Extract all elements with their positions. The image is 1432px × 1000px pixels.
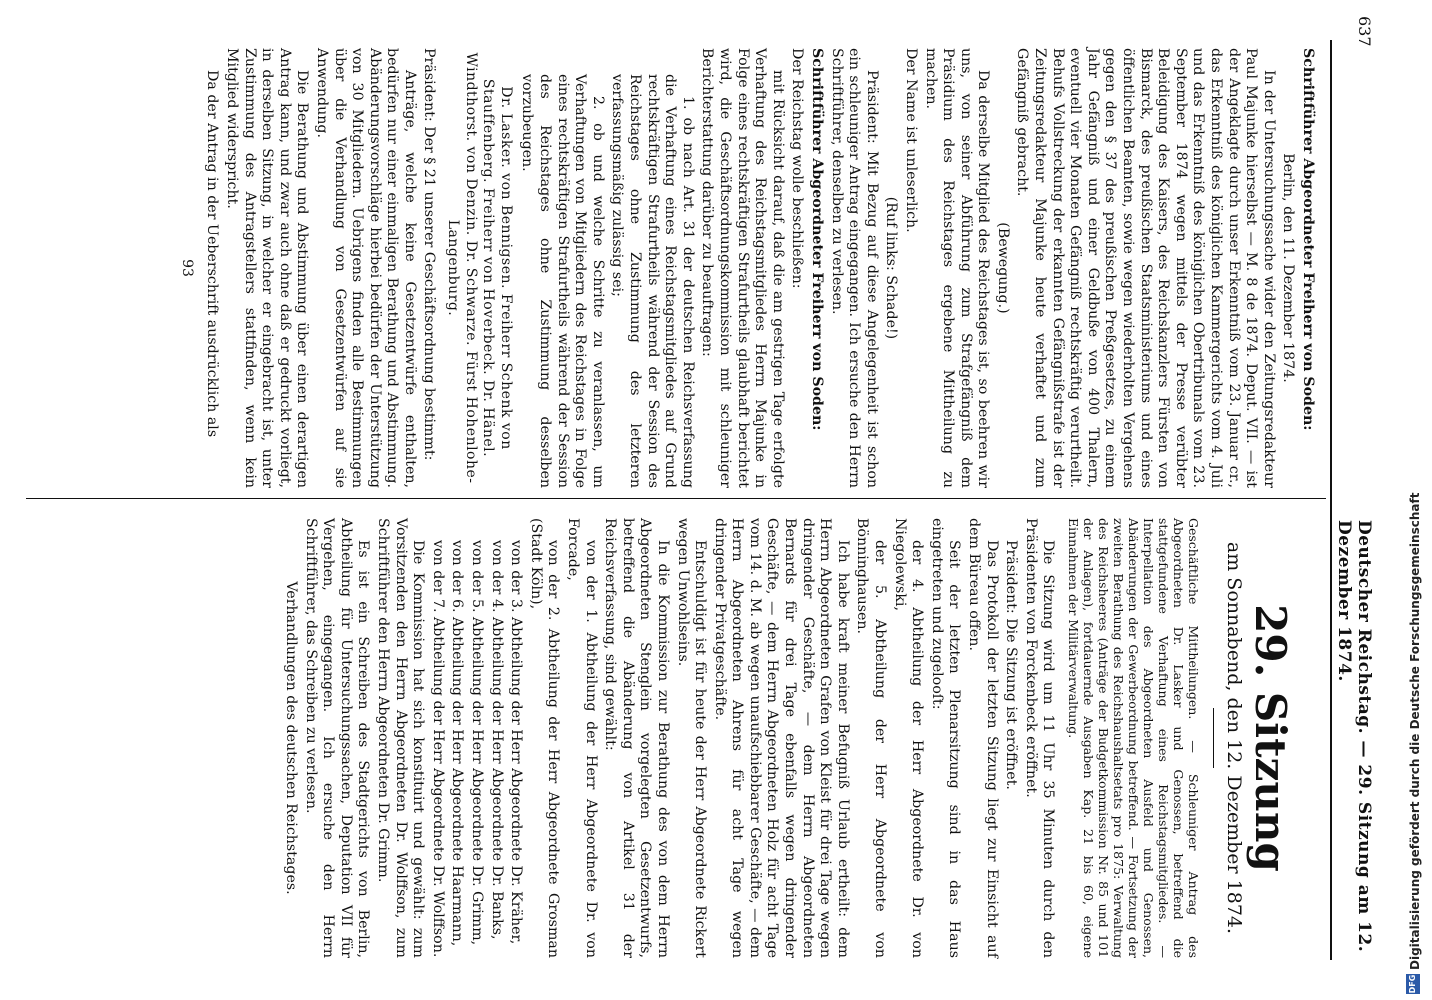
leave-granted: Ich habe kraft meiner Befugniß Urlaub ertheilt: dem Herrn Abgeordneten Grafen von Kleist für drei Tage wegen dringender Geschäfte, — dem Herrn Abgeordneten Bernards für drei Tage ebenfalls wegen dringender Geschäfte, — dem Herrn Abgeordneten Holz für acht Tage vom 14. d. M. ab wegen unaufschiebbarer Geschäfte, — dem Herrn Abgeordneten Ahrens für acht Tage wegen dringender Privatgeschäfte.	[711, 518, 851, 958]
digitization-footer	[1398, 0, 1432, 1000]
speaker-soden-2: Schriftführer Abgeordneter Freiherr von Soden:	[808, 48, 825, 431]
new-member-1: der 4. Abtheilung der Herr Abgeordnete Dr. von Niegolewski,	[891, 518, 926, 958]
commission-member-5: von der 5. Abtheilung der Herr Abgeordnete Dr. Grimm,	[469, 540, 485, 946]
commission-member-4: von der 4. Abtheilung der Herr Abgeordnete Dr. Banks,	[488, 540, 505, 940]
court-letter-note: Es ist ein Schreiben des Stadtgerichts von Berlin, Abtheilung für Untersuchungssachen, Deputation VII für Vergehen, eingegangen. Ich ersuche den Herrn Schriftführer, das Schreiben zu verlesen.	[302, 518, 372, 958]
interjection: (Ruf links: Schade!)	[883, 196, 900, 340]
session-date: am Sonnabend, den 12. Dezember 1874.	[1223, 541, 1245, 935]
motion-signatories: Dr. Lasker. von Bennigsen. Freiherr Schenk von Stauffenberg. Freiherr von Hoverbeck. Dr. Hänel. Windthorst. von Denzin. Dr. Schwarze. Fürst Hohenlohe-Langenburg.	[445, 52, 514, 484]
excused-note: Entschuldigt ist für heute der Herr Abgeordnete Rickert wegen Unwohlseins.	[674, 518, 709, 958]
commission-member-6: von der 6. Abtheilung der Herr Abgeordnete Haarmann,	[449, 540, 466, 947]
new-members-intro: Seit der letzten Plenarsitzung sind in das Haus eingetreten und zugelooſt:	[928, 518, 963, 958]
signature-note: Der Name ist unleserlich.	[902, 48, 919, 233]
speaker-soden: Schriftführer Abgeordneter Freiherr von Soden:	[1300, 48, 1316, 431]
volume-footer: Verhandlungen des deutschen Reichstages.	[283, 581, 300, 895]
new-member-2: der 5. Abtheilung der Herr Abgeordnete von Bönninghausen.	[854, 518, 889, 958]
letter-body: In der Untersuchungssache wider den Zeitungsredakteur Paul Majunke hierselbst — M. 8 de 1874. Deput. VII. — ist der Angeklagte durch unser Erkenntniß vom 23. Januar cr., das Erkenntniß des königlichen Kammergerichts vom 4. Juli und das Erkenntniß des königlichen Obertribunals vom 23. September 1874 wegen mittels der Presse verübter Beleidigung des Kaisers, des Reichskanzlers Fürsten von Bismarck, des preußischen Staatsministeriums und eines öffentlichen Beamten, sowie wegen wiederholten Vergehens gegen den § 37 des preußischen Preßgesetzes, zu einem Jahr Gefängniß und einer Geldbuße von 400 Thalern, eventuell vier Monaten Gefängniß rechtskräftig verurtheilt. Behufs Vollstreckung der erkannten Gefängnißstrafe ist der Zeitungsredakteur Majunke heute verhaftet und zum Gefängniß gebracht.	[1014, 48, 1277, 488]
page-number: 637	[1355, 16, 1374, 47]
commission-member-7: von der 7. Abtheilung der Herr Abgeordnete Dr. Wolffson.	[429, 540, 446, 958]
column-second	[177, 48, 1316, 488]
commission-member-2: von der 2. Abtheilung der Herr Abgeordnete Grosman (Stadt Köln),	[527, 518, 562, 958]
opening-paragraph: Die Sitzung wird um 11 Uhr 35 Minuten durch den Präsidenten von Forckenbeck eröffnet.	[1022, 518, 1057, 958]
rule-text-1: Anträge, welche keine Gesetzentwürfe enthalten, bedürfen nur einer einmaligen Berathung und Abstimmung. Abänderungsvorschläge hierbei bedürfen der Unterstützung von 30 Mitgliedern. Uebrigens finden alle Bestimmungen über die Verhandlung von Gesetzentwürfen auf sie Anwendung.	[313, 48, 418, 488]
signature-mark: 93	[178, 259, 195, 277]
commission-member-1: von der 1. Abtheilung der Herr Abgeordnete Dr. von Forcade,	[564, 518, 599, 958]
running-header: Deutscher Reichstag. — 29. Sitzung am 12. Dezember 1874.	[1334, 520, 1374, 953]
motion-point-1: 1. ob nach Art. 31 der deutschen Reichsverfassung die Verhaftung eines Reichstagsmitgliedes auf Grund rechtskräftigen Strafurtheils während der Session des Reichstages ohne Zustimmung des letzteren verfassungsmäßig zulässig sei;	[609, 74, 696, 488]
protocol-note: Das Protokoll der letzten Sitzung liegt zur Einsicht auf dem Büreau offen.	[966, 518, 1000, 958]
session-agenda: Geschäftliche Mittheilungen. — Schleuniger Antrag des Abgeordneten Dr. Lasker und Genossen, betreffend die stattgefundene Verhaftung eines Reichstagsmitgliedes. — Interpellation des Abgeordneten Ausfeld und Genossen, Abänderungen der Gewerbeordnung betreffend. — Fortsetzung der zweiten Berathung des Reichshaushaltsetats pro 1875: Verwaltung des Reichsheeres (Anträge der Budgetkommission Nr. 85 und 101 der Anlagen), fortdauernde Ausgaben Kap. 21 bis 60, eigene Einnahmen der Militärverwaltung.	[1066, 518, 1202, 958]
commission-member-3: von der 3. Abtheilung der Herr Abgeordnete Dr. Kräher,	[508, 540, 525, 945]
letter-date: Berlin, den 11. Dezember 1874.	[1280, 153, 1297, 383]
president-motion: Präsident: Mit Bezug auf diese Angelegenheit ist schon ein schleuniger Antrag eingegangen. Ich ersuche den Herrn Schriftführer, denselben zu verlesen.	[828, 48, 880, 488]
header-rule	[1330, 40, 1332, 960]
column-first	[279, 518, 1316, 958]
column-divider	[26, 498, 1326, 499]
president-rules: Präsident: Der § 21 unserer Geschäftsordnung bestimmt:	[421, 48, 438, 461]
title-rule	[1213, 708, 1214, 768]
president-opening: Präsident: Die Sitzung ist eröffnet.	[1003, 540, 1020, 790]
session-title: 29. Sitzung	[1246, 604, 1295, 872]
commission-intro: In die Kommission zur Berathung des von dem Herrn Abgeordneten Stenglein vorgelegten Gesetzentwurfs, betreffend die Abänderung von Artikel 31 der Reichsverfassung, sind gewählt:	[602, 518, 671, 958]
dfg-logo: DFG	[1406, 974, 1420, 994]
commission-constituted: Die Kommission hat sich konstituirt und gewählt: zum Vorsitzenden den Herrn Abgeordneten Dr. Wolffson, zum Schriftführer den Herrn Abgeordneten Dr. Grimm.	[375, 518, 427, 958]
rule-text-2: Die Berathung und Abstimmung über einen derartigen Antrag kann, und zwar auch ohne daß er gedruckt vorliegt, in derselben Sitzung, in welcher er eingebracht ist, unter Zustimmung des Antragstellers stattfinden, wenn kein Mitglied widerspricht.	[223, 48, 311, 488]
continuation: Da der Antrag in der Ueberschrift ausdrücklich als	[204, 70, 221, 438]
motion-point-2: 2. ob und welche Schritte zu veranlassen, um Verhaftungen von Mitgliedern des Reichstages in Folge eines rechtskräftigen Strafurtheils während der Session des Reichstages ohne Zustimmung desselben vorzubeugen.	[519, 74, 606, 488]
reaction-note: (Bewegung.)	[994, 222, 1011, 314]
funding-note: Digitalisierung gefördert durch die Deutsche Forschungsgemeinschaft	[1408, 492, 1422, 970]
motion-intro: Der Reichstag wolle beschließen:	[789, 48, 806, 289]
motion-body: mit Rücksicht darauf, daß die am gestrigen Tage erfolgte Verhaftung des Reichstagsmitgliedes Herrn Majunke in Folge eines rechtskräftigen Strafurtheils glaubhaft berichtet wird, die Geschäftsordnungskommission mit schleuniger Berichterstattung darüber zu beauftragen:	[699, 48, 786, 488]
letter-closing: Da derselbe Mitglied des Reichstages ist, so beehren wir uns, von seiner Abführung zum Strafgefängniß dem Präsidium des Reichstages ergebene Mittheilung zu machen.	[922, 48, 992, 488]
